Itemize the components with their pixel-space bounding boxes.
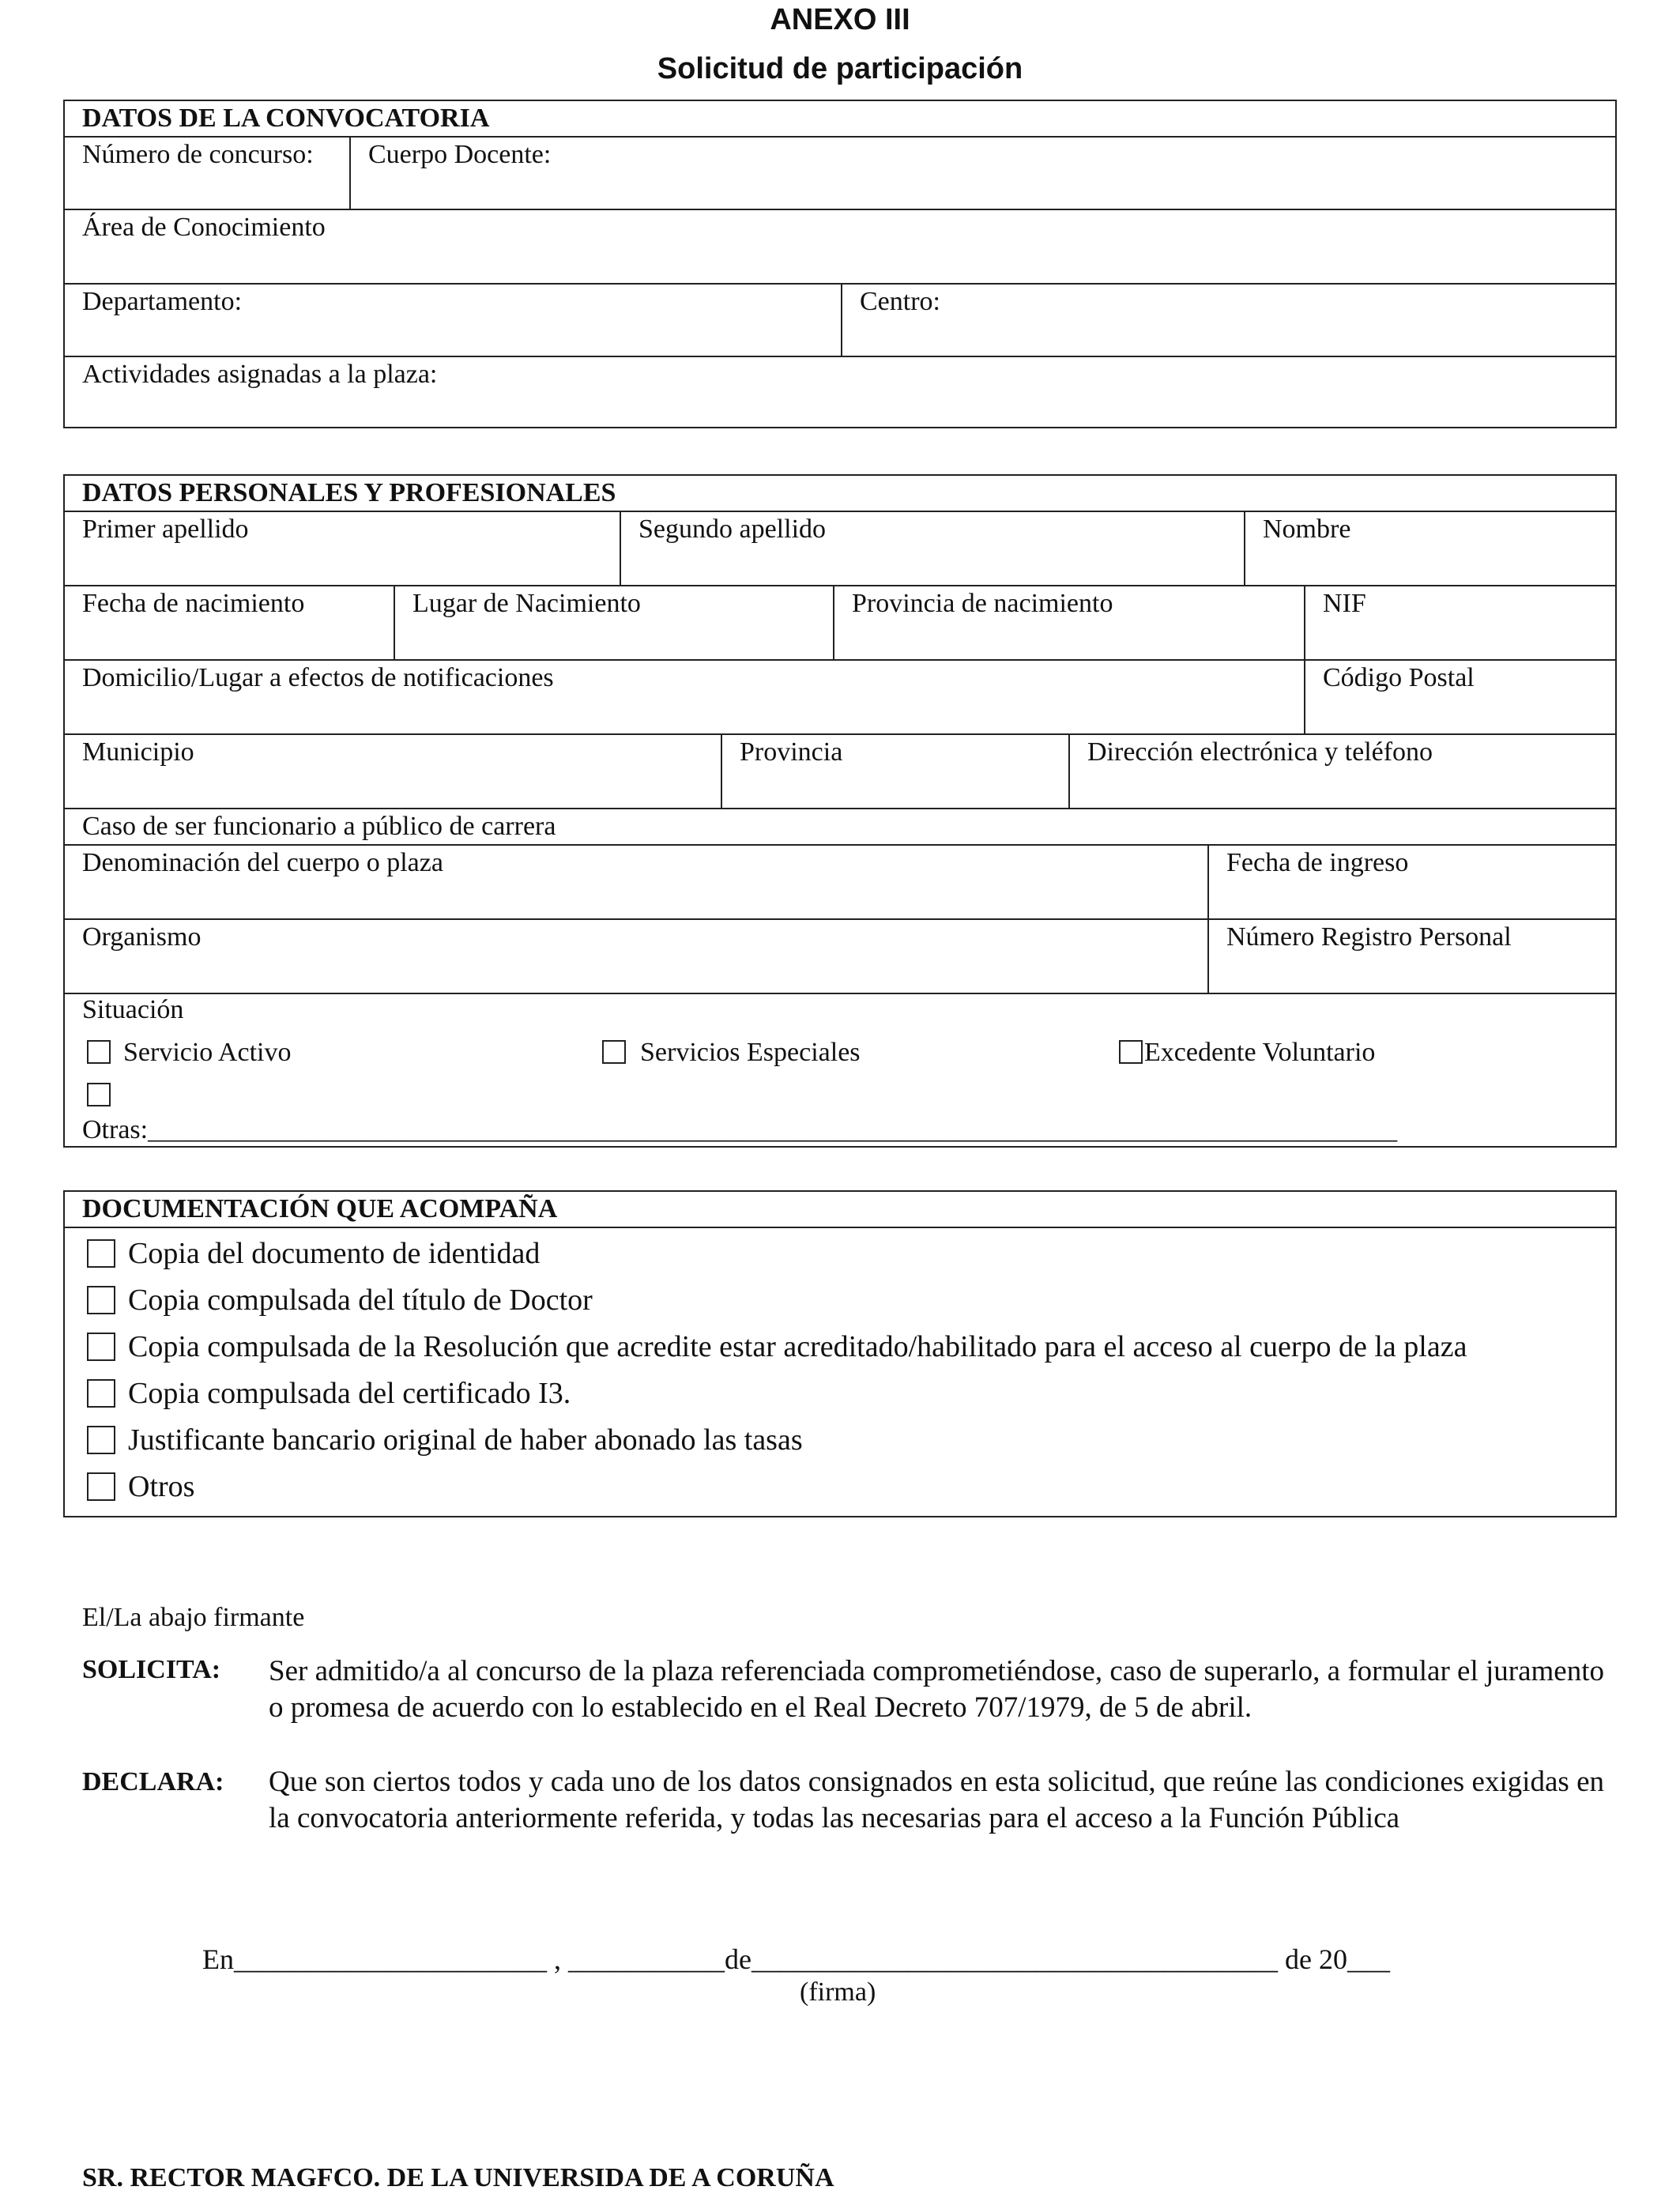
primer-apellido-field[interactable] xyxy=(65,512,620,585)
centro-field[interactable] xyxy=(841,285,1615,356)
fecha-ingreso-field[interactable] xyxy=(1207,846,1615,918)
centro-label: Centro: xyxy=(860,287,940,316)
codigo-postal-field[interactable] xyxy=(1304,661,1615,733)
declara-label: DECLARA: xyxy=(82,1767,224,1796)
nombre-field[interactable] xyxy=(1244,512,1615,585)
organismo-field[interactable] xyxy=(65,920,1207,993)
doc-justificante-checkbox[interactable] xyxy=(87,1426,115,1454)
doc-otros-checkbox[interactable] xyxy=(87,1472,115,1501)
lugar-nacimiento-field[interactable] xyxy=(394,586,833,659)
personales-section xyxy=(63,474,1617,1148)
doc-certificado-checkbox[interactable] xyxy=(87,1379,115,1408)
fecha-ingreso-label: Fecha de ingreso xyxy=(1226,848,1409,877)
fecha-nacimiento-label: Fecha de nacimiento xyxy=(82,589,305,618)
doc-certificado-label: Copia compulsada del certificado I3. xyxy=(128,1377,571,1410)
area-conocimiento-label: Área de Conocimiento xyxy=(82,213,326,242)
actividades-field[interactable] xyxy=(65,356,1615,427)
cuerpo-docente-field[interactable] xyxy=(349,138,1615,209)
personales-row-4 xyxy=(65,733,1615,808)
domicilio-label: Domicilio/Lugar a efectos de notificaciones xyxy=(82,663,554,692)
doc-titulo-label: Copia compulsada del título de Doctor xyxy=(128,1284,593,1317)
addressee: SR. RECTOR MAGFCO. DE LA UNIVERSIDA DE A CORUÑA xyxy=(82,2163,834,2192)
doc-identidad-checkbox[interactable] xyxy=(87,1239,115,1268)
actividades-label: Actividades asignadas a la plaza: xyxy=(82,360,438,389)
direccion-electronica-field[interactable] xyxy=(1068,735,1615,808)
cuerpo-docente-label: Cuerpo Docente: xyxy=(368,140,552,169)
doc-justificante-label: Justificante bancario original de haber abonado las tasas xyxy=(128,1423,803,1457)
nif-field[interactable] xyxy=(1304,586,1615,659)
nombre-label: Nombre xyxy=(1263,515,1351,544)
otras-line[interactable]: Otras:_____________________________________________________________________________________________ xyxy=(82,1115,1398,1144)
convocatoria-title: DATOS DE LA CONVOCATORIA xyxy=(82,104,490,133)
doc-titulo-checkbox[interactable] xyxy=(87,1286,115,1314)
area-conocimiento-field[interactable] xyxy=(65,209,1615,283)
departamento-field[interactable] xyxy=(65,285,841,356)
solicita-label: SOLICITA: xyxy=(82,1655,221,1684)
servicio-activo-label: Servicio Activo xyxy=(123,1038,292,1067)
situacion-block xyxy=(65,993,1615,1146)
firmante-intro: El/La abajo firmante xyxy=(82,1603,305,1632)
excedente-voluntario-label: Excedente Voluntario xyxy=(1144,1038,1376,1067)
servicios-especiales-label: Servicios Especiales xyxy=(640,1038,861,1067)
documentacion-section xyxy=(63,1190,1617,1517)
numero-concurso-label: Número de concurso: xyxy=(82,140,314,169)
documentacion-title-row xyxy=(65,1192,1615,1227)
lugar-nacimiento-label: Lugar de Nacimiento xyxy=(412,589,641,618)
direccion-electronica-label: Dirección electrónica y teléfono xyxy=(1087,737,1433,767)
primer-apellido-label: Primer apellido xyxy=(82,515,249,544)
convocatoria-title-row xyxy=(65,101,1615,136)
solicita-text: Ser admitido/a al concurso de la plaza referenciada comprometiéndose, caso de superarlo, a formular el juramento o promesa de acuerdo con lo establecido en el Real Decreto 707/1979, de 5 de abril. xyxy=(269,1655,1604,1724)
denominacion-label: Denominación del cuerpo o plaza xyxy=(82,848,443,877)
provincia-label: Provincia xyxy=(740,737,843,767)
segundo-apellido-field[interactable] xyxy=(620,512,1244,585)
convocatoria-section xyxy=(63,100,1617,428)
doc-resolucion-label: Copia compulsada de la Resolución que acredite estar acreditado/habilitado para el acceso al cuerpo de la plaza xyxy=(128,1330,1467,1363)
doc-identidad-label: Copia del documento de identidad xyxy=(128,1237,541,1270)
servicio-activo-checkbox[interactable] xyxy=(87,1040,111,1064)
documentacion-title: DOCUMENTACIÓN QUE ACOMPAÑA xyxy=(82,1194,558,1223)
provincia-nacimiento-field[interactable] xyxy=(833,586,1304,659)
page-title: Solicitud de participación xyxy=(657,52,1023,85)
personales-title: DATOS PERSONALES Y PROFESIONALES xyxy=(82,478,616,507)
numero-registro-field[interactable] xyxy=(1207,920,1615,993)
convocatoria-row-3 xyxy=(65,283,1615,356)
otras-checkbox[interactable] xyxy=(87,1083,111,1106)
doc-otros-label: Otros xyxy=(128,1470,195,1503)
denominacion-field[interactable] xyxy=(65,846,1207,918)
signature-label: (firma) xyxy=(800,1977,876,2007)
fecha-nacimiento-field[interactable] xyxy=(65,586,394,659)
numero-registro-label: Número Registro Personal xyxy=(1226,922,1512,952)
personales-row-7 xyxy=(65,918,1615,993)
provincia-nacimiento-label: Provincia de nacimiento xyxy=(852,589,1113,618)
municipio-label: Municipio xyxy=(82,737,194,767)
funcionario-note: Caso de ser funcionario a público de carrera xyxy=(82,812,556,841)
municipio-field[interactable] xyxy=(65,735,721,808)
personales-row-1 xyxy=(65,511,1615,585)
domicilio-field[interactable] xyxy=(65,661,1304,733)
situacion-label: Situación xyxy=(82,995,184,1024)
personales-row-6 xyxy=(65,844,1615,918)
personales-row-3 xyxy=(65,659,1615,733)
departamento-label: Departamento: xyxy=(82,287,243,316)
provincia-field[interactable] xyxy=(721,735,1068,808)
segundo-apellido-label: Segundo apellido xyxy=(638,515,827,544)
convocatoria-row-1 xyxy=(65,136,1615,209)
declara-text: Que son ciertos todos y cada uno de los datos consignados en esta solicitud, que reúne las condiciones exigidas en la convocatoria anteriormente referida, y todas las necesarias para el acceso a la Función Pública xyxy=(269,1766,1604,1834)
signature-line[interactable]: En______________________ , ___________de_____________________________________ de 20___ xyxy=(202,1943,1390,1975)
numero-concurso-field[interactable] xyxy=(65,138,349,209)
servicios-especiales-checkbox[interactable] xyxy=(602,1040,626,1064)
organismo-label: Organismo xyxy=(82,922,202,952)
personales-row-2 xyxy=(65,585,1615,659)
funcionario-note-row xyxy=(65,808,1615,844)
nif-label: NIF xyxy=(1323,589,1366,618)
excedente-voluntario-checkbox[interactable] xyxy=(1119,1040,1143,1064)
annex-title: ANEXO III xyxy=(770,3,910,36)
personales-title-row xyxy=(65,476,1615,511)
doc-resolucion-checkbox[interactable] xyxy=(87,1333,115,1361)
codigo-postal-label: Código Postal xyxy=(1323,663,1475,692)
documentacion-list xyxy=(65,1227,1615,1516)
